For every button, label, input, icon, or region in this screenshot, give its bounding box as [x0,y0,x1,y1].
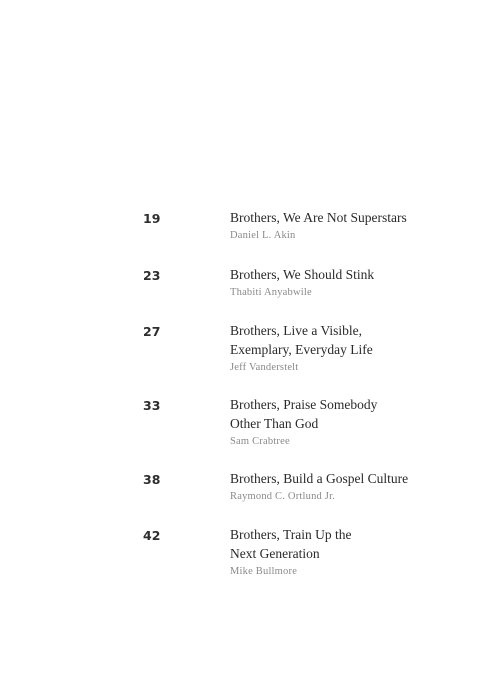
toc-page-number: 33 [143,398,161,413]
toc-entry-author: Mike Bullmore [230,566,298,577]
toc-entry-text [230,525,470,579]
toc-entry-text [230,395,470,449]
toc-page-number: 27 [143,324,161,339]
toc-entry-title: Brothers, We Are Not Superstars [230,210,407,225]
toc-entry-title-line-2: Next Generation [230,546,320,561]
toc-entry [0,395,500,449]
toc-entry-title-line-1: Brothers, Praise Somebody [230,397,378,412]
toc-entry-title-line-1: Brothers, Live a Visible, [230,323,363,338]
toc-entry-author: Thabiti Anyabwile [230,287,312,298]
toc-page-number: 23 [143,268,161,283]
toc-page-number: 42 [143,528,161,543]
toc-page-number: 19 [143,211,161,226]
toc-entry-text [230,321,470,375]
toc-entry-author: Daniel L. Akin [230,230,296,241]
toc-page-number: 38 [143,472,161,487]
toc-entry [0,265,500,300]
toc-entry-title-line-1: Brothers, Train Up the [230,527,352,542]
toc-entry-title: Brothers, Build a Gospel Culture [230,471,409,486]
toc-entry-author: Jeff Vanderstelt [230,362,299,373]
toc-entry-text [230,469,470,504]
toc-entry-title: Brothers, We Should Stink [230,267,375,282]
toc-entry [0,525,500,579]
toc-entry [0,469,500,504]
toc-entry-title-line-2: Other Than God [230,416,319,431]
table-of-contents [0,208,500,579]
toc-entry-author: Raymond C. Ortlund Jr. [230,491,336,502]
toc-entry [0,321,500,375]
toc-entry-author: Sam Crabtree [230,436,290,447]
toc-entry-title-line-2: Exemplary, Everyday Life [230,342,373,357]
toc-entry-text [230,265,470,300]
toc-entry [0,208,500,243]
toc-entry-text [230,208,470,243]
